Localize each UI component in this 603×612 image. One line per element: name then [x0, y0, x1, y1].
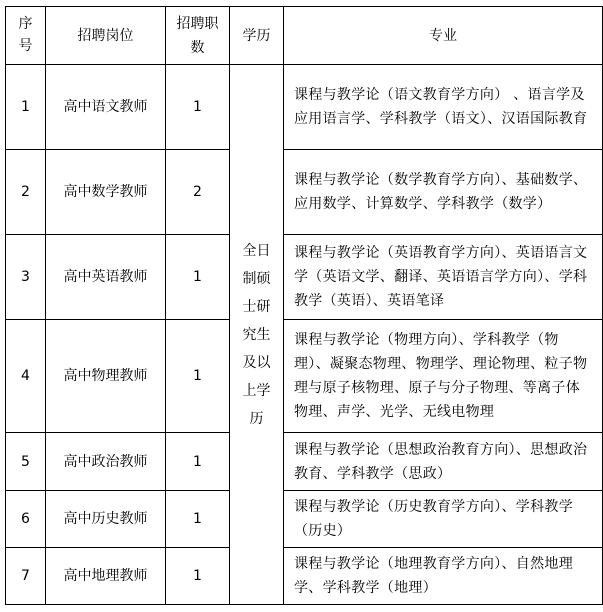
- row-position: 高中地理教师: [46, 548, 166, 605]
- row-position: 高中语文教师: [46, 65, 166, 150]
- row-no: 4: [6, 320, 46, 433]
- row-no: 5: [6, 433, 46, 491]
- row-count: 1: [166, 491, 230, 548]
- education-requirement: 全日制硕士研究生及以上学历: [242, 242, 271, 427]
- row-position: 高中物理教师: [46, 320, 166, 433]
- row-no: 6: [6, 491, 46, 548]
- row-position: 高中政治教师: [46, 433, 166, 491]
- row-major: 课程与教学论（地理教育学方向）、自然地理学、学科教学（地理）: [284, 548, 603, 605]
- table-row: [6, 548, 603, 605]
- row-major: 课程与教学论（数学教育学方向）、基础数学、应用数学、计算数学、学科教学（数学）: [284, 150, 603, 235]
- row-count: 1: [166, 548, 230, 605]
- row-count: 1: [166, 320, 230, 433]
- table-row: [6, 65, 603, 150]
- table-row: [6, 491, 603, 548]
- row-position: 高中数学教师: [46, 150, 166, 235]
- header-no: [6, 7, 46, 65]
- row-major: 课程与教学论（英语教育学方向）、英语语言文学（英语文学、翻译、英语语言学方向）、学科教学（英语）、英语笔译: [284, 235, 603, 320]
- row-major: 课程与教学论（语文教育学方向） 、语言学及应用语言学、学科教学（语文）、汉语国际教育: [284, 65, 603, 150]
- row-count: 1: [166, 433, 230, 491]
- table-header: [6, 7, 603, 65]
- header-no-label: 序号: [18, 16, 33, 54]
- row-position: 高中英语教师: [46, 235, 166, 320]
- row-count: 2: [166, 150, 230, 235]
- recruitment-table: [5, 6, 603, 605]
- row-major: 课程与教学论（物理方向）、学科教学（物理）、凝聚态物理、物理学、理论物理、粒子物理与原子核物理、原子与分子物理、等离子体物理、声学、光学、无线电物理: [284, 320, 603, 433]
- table-row: [6, 235, 603, 320]
- row-major: 课程与教学论（思想政治教育方向）、思想政治教育、学科教学（思政）: [284, 433, 603, 491]
- table-row: [6, 320, 603, 433]
- row-count: 1: [166, 235, 230, 320]
- header-count-label: 招聘职数: [176, 15, 219, 56]
- row-no: 1: [6, 65, 46, 150]
- row-no: 2: [6, 150, 46, 235]
- row-no: 3: [6, 235, 46, 320]
- header-count: [166, 7, 230, 65]
- table-row: [6, 150, 603, 235]
- header-education: 学历: [230, 7, 284, 65]
- row-major: 课程与教学论（历史教育学方向）、学科教学（历史）: [284, 491, 603, 548]
- header-major: 专业: [284, 7, 603, 65]
- header-position: 招聘岗位: [46, 7, 166, 65]
- education-requirement-cell: [230, 65, 284, 605]
- table-row: [6, 433, 603, 491]
- table-body: [6, 65, 603, 605]
- row-position: 高中历史教师: [46, 491, 166, 548]
- header-row: [6, 7, 603, 65]
- row-count: 1: [166, 65, 230, 150]
- row-no: 7: [6, 548, 46, 605]
